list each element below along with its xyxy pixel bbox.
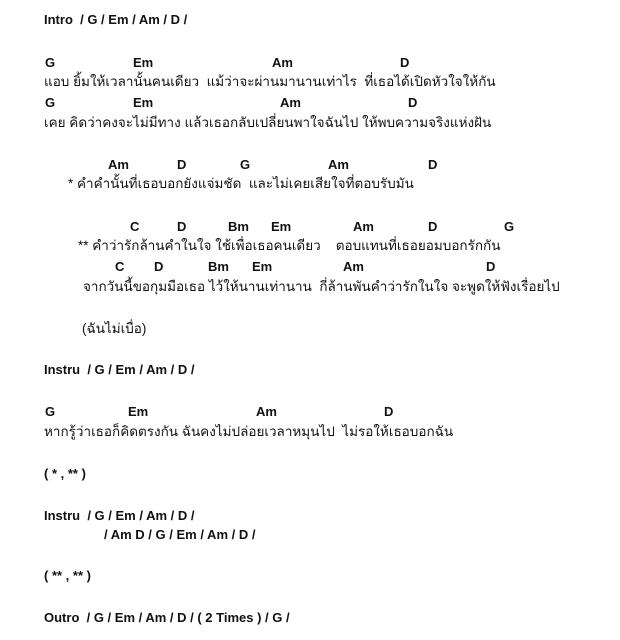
chord-d: D xyxy=(428,157,438,172)
lyric-line: เคย คิดว่าคงจะไม่มีทาง แล้วเธอกลับเปลี่ยนพาใจฉันไป ให้พบความจริงแห่งฝัน xyxy=(44,115,492,130)
chord-am: Am xyxy=(343,259,364,274)
chord-am: Am xyxy=(353,219,374,234)
chord-g: G xyxy=(45,404,56,419)
chord-d: D xyxy=(177,219,187,234)
lyric-line: จากวันนี้ขอกุมมือเธอ ไว้ให้นานเท่านาน กี่ล้านพันคำว่ารักในใจ จะพูดให้ฟังเรื่อยไป xyxy=(83,279,560,294)
chord-g: G xyxy=(45,55,56,70)
chord-am: Am xyxy=(108,157,129,172)
instru-line: / Am D / G / Em / Am / D / xyxy=(104,527,256,542)
note-line: (ฉันไม่เบื่อ) xyxy=(82,321,147,336)
lyric-line: หากรู้ว่าเธอก็คิดตรงกัน ฉันคงไม่ปล่อยเวลาหมุนไป ไม่รอให้เธอบอกฉัน xyxy=(44,424,454,439)
chord-em: Em xyxy=(271,219,292,234)
chord-am: Am xyxy=(272,55,293,70)
chord-em: Em xyxy=(128,404,149,419)
chord-c: C xyxy=(115,259,125,274)
outro-line: Outro / G / Em / Am / D / ( 2 Times ) / G / xyxy=(44,610,290,625)
chord-d: D xyxy=(177,157,187,172)
chord-d: D xyxy=(408,95,418,110)
chord-d: D xyxy=(428,219,438,234)
chord-g: G xyxy=(240,157,251,172)
chord-bm: Bm xyxy=(228,219,249,234)
chord-am: Am xyxy=(256,404,277,419)
lyric-line: แอบ ยิ้มให้เวลานั้นคนเดียว แม้ว่าจะผ่านมานานเท่าไร ที่เธอได้เปิดหัวใจให้กัน xyxy=(44,74,496,89)
chord-em: Em xyxy=(133,55,154,70)
chord-em: Em xyxy=(133,95,154,110)
chord-d: D xyxy=(400,55,410,70)
repeat-line: ( * , ** ) xyxy=(44,466,86,481)
chord-am: Am xyxy=(280,95,301,110)
chord-c: C xyxy=(130,219,140,234)
chord-bm: Bm xyxy=(208,259,229,274)
chord-d: D xyxy=(486,259,496,274)
lyric-line: ** คำว่ารักล้านคำในใจ ใช้เพื่อเธอคนเดียว ตอบแทนที่เธอยอมบอกรักกัน xyxy=(78,238,501,253)
chord-g: G xyxy=(45,95,56,110)
repeat-line: ( ** , ** ) xyxy=(44,568,91,583)
chord-em: Em xyxy=(252,259,273,274)
chord-d: D xyxy=(154,259,164,274)
chord-g: G xyxy=(504,219,515,234)
lyric-line: * คำคำนั้นที่เธอบอกยังแจ่มชัด และไม่เคยเสียใจที่ตอบรับมัน xyxy=(68,176,414,191)
intro-line: Intro / G / Em / Am / D / xyxy=(44,12,188,27)
instru-line: Instru / G / Em / Am / D / xyxy=(44,508,195,523)
chord-d: D xyxy=(384,404,394,419)
instru-line: Instru / G / Em / Am / D / xyxy=(44,362,195,377)
chord-am: Am xyxy=(328,157,349,172)
